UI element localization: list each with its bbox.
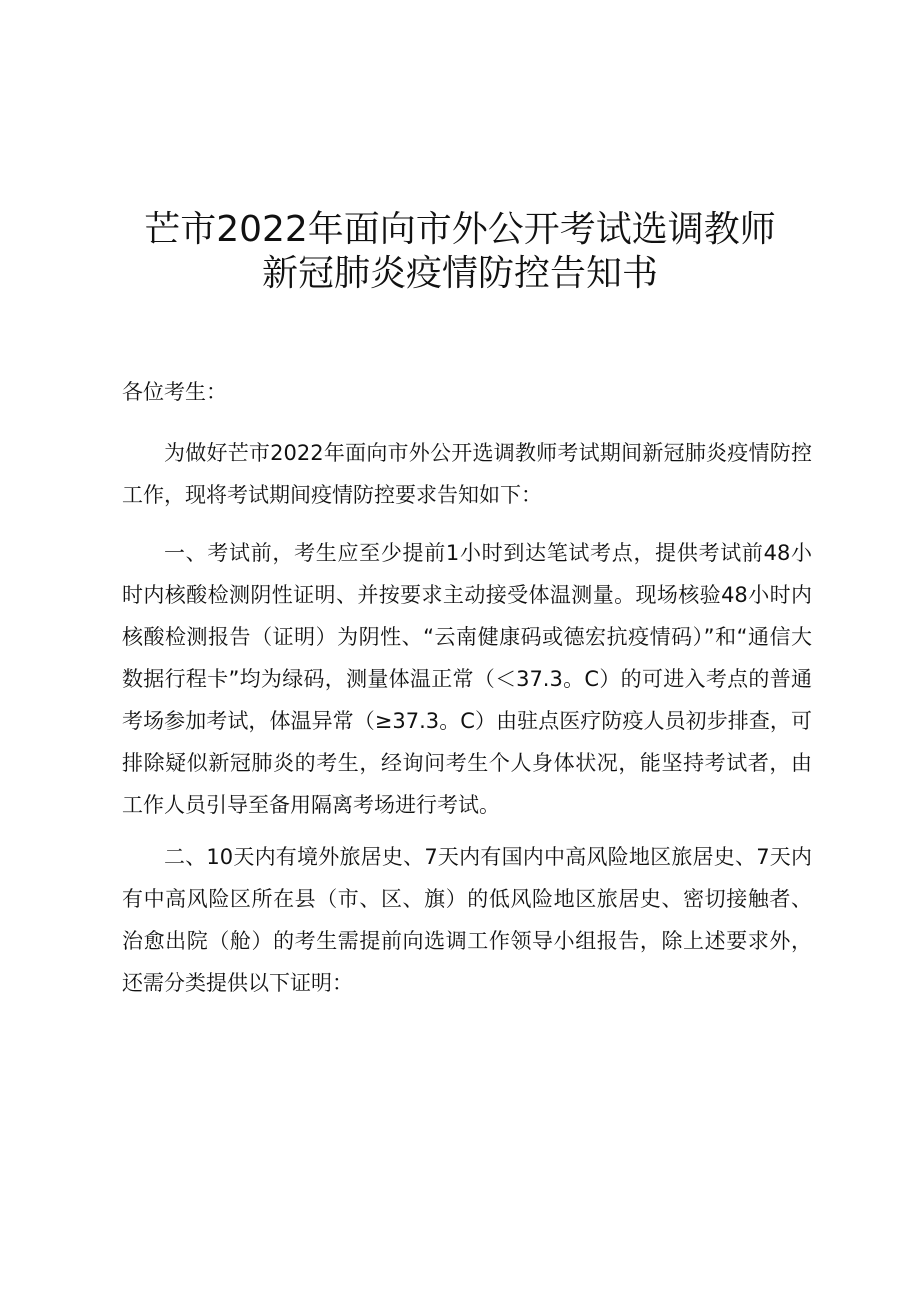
paragraph-section-2: 二、10天内有境外旅居史、7天内有国内中高风险地区旅居史、7天内有中高风险区所在县（市、区、旗）的低风险地区旅居史、密切接触者、治愈出院（舱）的考生需提前向选调工作领导小组报告，除上述要求外，还需分类提供以下证明： bbox=[122, 845, 812, 995]
paragraph-section-1: 一、考试前，考生应至少提前1小时到达笔试考点，提供考试前48小时内核酸检测阴性证明、并按要求主动接受体温测量。现场核验48小时内核酸检测报告（证明）为阴性、“云南健康码或德宏抗疫情码）”和“通信大数据行程卡”均为绿码，测量体温正常（＜37.3。C）的可进入考点的普通考场参加考试，体温异常（≥37.3。C）由驻点医疗防疫人员初步排查，可排除疑似新冠肺炎的考生，经询问考生个人身体状况，能坚持考试者，由工作人员引导至备用隔离考场进行考试。 bbox=[122, 541, 812, 817]
salutation: 各位考生： bbox=[122, 380, 227, 404]
paragraph-intro: 为做好芒市2022年面向市外公开选调教师考试期间新冠肺炎疫情防控工作，现将考试期间疫情防控要求告知如下： bbox=[122, 441, 812, 507]
document-title-line-2: 新冠肺炎疫情防控告知书 bbox=[261, 253, 658, 294]
document-title-line-1: 芒市2022年面向市外公开考试选调教师 bbox=[144, 209, 776, 250]
